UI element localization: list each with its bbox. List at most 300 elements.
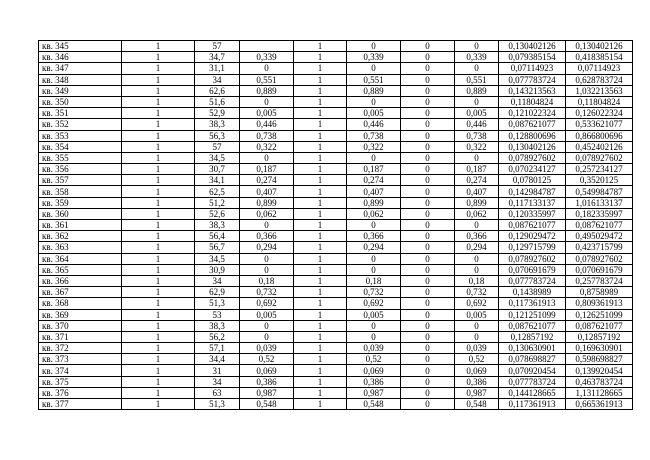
table-cell: 0,339	[240, 52, 294, 63]
apartment-label-cell: кв. 356	[39, 164, 122, 175]
table-cell: 0,452402126	[566, 141, 633, 152]
table-cell: 0	[401, 85, 455, 96]
table-cell: 0	[401, 63, 455, 74]
table-cell: 0	[401, 309, 455, 320]
table-cell: 0,129715799	[499, 242, 566, 253]
table-cell: 0,366	[347, 231, 401, 242]
table-cell: 1	[294, 63, 347, 74]
table-cell: 0,386	[455, 376, 499, 387]
table-cell: 1	[122, 41, 195, 52]
table-cell: 0,294	[240, 242, 294, 253]
table-cell: 0,52	[240, 354, 294, 365]
table-cell: 0,143213563	[499, 85, 566, 96]
apartment-label-cell: кв. 372	[39, 343, 122, 354]
table-cell: 0,446	[455, 119, 499, 130]
table-cell: 0,121251099	[499, 309, 566, 320]
table-cell: 1	[294, 354, 347, 365]
table-cell: 0	[401, 287, 455, 298]
table-cell: 0	[401, 130, 455, 141]
table-row	[39, 231, 633, 242]
table-cell: 0	[240, 220, 294, 231]
table-cell: 0	[240, 152, 294, 163]
table-row	[39, 208, 633, 219]
table-cell: 0,366	[240, 231, 294, 242]
table-cell: 0,366	[455, 231, 499, 242]
table-body	[39, 41, 633, 410]
table-cell: 0,495029472	[566, 231, 633, 242]
table-cell: 0,077783724	[499, 376, 566, 387]
table-cell: 0,274	[347, 175, 401, 186]
table-cell: 1	[294, 52, 347, 63]
table-cell: 0	[401, 365, 455, 376]
table-row	[39, 85, 633, 96]
table-cell: 0,11804824	[499, 96, 566, 107]
apartment-label-cell: кв. 347	[39, 63, 122, 74]
table-row	[39, 354, 633, 365]
table-row	[39, 175, 633, 186]
table-cell: 0	[401, 208, 455, 219]
table-cell: 0,257234127	[566, 164, 633, 175]
table-cell: 0,087621077	[499, 220, 566, 231]
table-cell: 1	[122, 231, 195, 242]
table-cell: 0,087621077	[499, 320, 566, 331]
apartment-label-cell: кв. 374	[39, 365, 122, 376]
apartment-label-cell: кв. 352	[39, 119, 122, 130]
table-cell: 0,187	[455, 164, 499, 175]
table-cell: 0	[401, 41, 455, 52]
apartment-label-cell: кв. 365	[39, 264, 122, 275]
table-cell: 0,005	[240, 309, 294, 320]
table-cell: 1	[122, 141, 195, 152]
table-row	[39, 164, 633, 175]
table-cell: 0	[455, 152, 499, 163]
table-cell: 0,987	[455, 387, 499, 398]
table-cell: 1	[294, 96, 347, 107]
table-cell: 0	[401, 331, 455, 342]
table-cell: 1	[294, 264, 347, 275]
table-cell: 34	[195, 376, 240, 387]
apartment-label-cell: кв. 361	[39, 220, 122, 231]
table-cell: 1	[122, 96, 195, 107]
apartment-label-cell: кв. 377	[39, 399, 122, 410]
table-cell: 0	[455, 331, 499, 342]
table-cell: 0,18	[240, 275, 294, 286]
table-cell: 0,322	[455, 141, 499, 152]
table-cell: 0	[401, 152, 455, 163]
table-cell: 0,062	[347, 208, 401, 219]
table-cell: 0	[401, 343, 455, 354]
table-cell: 1	[294, 197, 347, 208]
table-cell: 0	[240, 264, 294, 275]
table-cell: 1	[122, 220, 195, 231]
table-cell: 0	[401, 119, 455, 130]
table-cell: 0,274	[455, 175, 499, 186]
table-cell: 1	[122, 264, 195, 275]
table-cell: 1	[122, 298, 195, 309]
table-cell: 0,732	[240, 287, 294, 298]
table-cell: 0,039	[347, 343, 401, 354]
table-row	[39, 52, 633, 63]
table-cell: 0	[240, 96, 294, 107]
table-cell: 0,07114923	[566, 63, 633, 74]
table-cell: 1	[294, 119, 347, 130]
table-cell: 0,130402126	[566, 41, 633, 52]
table-cell: 0,386	[240, 376, 294, 387]
table-cell: 0,087621077	[499, 119, 566, 130]
table-cell: 0,889	[347, 85, 401, 96]
table-cell: 1	[294, 343, 347, 354]
table-cell: 0,548	[240, 399, 294, 410]
table-cell: 1	[294, 365, 347, 376]
table-cell: 0,692	[455, 298, 499, 309]
table-cell: 0,628783724	[566, 74, 633, 85]
table-cell: 1	[294, 41, 347, 52]
table-cell: 1	[294, 208, 347, 219]
table-row	[39, 96, 633, 107]
table-cell: 0,087621077	[566, 220, 633, 231]
table-cell: 57,1	[195, 343, 240, 354]
table-cell: 0	[401, 354, 455, 365]
table-cell: 0,8758989	[566, 287, 633, 298]
table-cell: 0,548	[455, 399, 499, 410]
table-cell: 1	[294, 253, 347, 264]
table-cell: 0,899	[240, 197, 294, 208]
table-cell: 57	[195, 141, 240, 152]
table-cell: 0	[401, 253, 455, 264]
table-row	[39, 63, 633, 74]
table-cell: 0,087621077	[566, 320, 633, 331]
table-cell: 1	[122, 354, 195, 365]
table-cell: 0,407	[240, 186, 294, 197]
table-cell: 0	[240, 331, 294, 342]
apartment-label-cell: кв. 345	[39, 41, 122, 52]
table-row	[39, 275, 633, 286]
apartment-label-cell: кв. 360	[39, 208, 122, 219]
table-cell: 0,120335997	[499, 208, 566, 219]
table-cell: 38,3	[195, 119, 240, 130]
table-cell: 0,987	[240, 387, 294, 398]
table-cell: 0	[401, 52, 455, 63]
table-cell: 31,1	[195, 63, 240, 74]
table-cell: 1	[294, 152, 347, 163]
table-cell: 0	[455, 253, 499, 264]
table-row	[39, 264, 633, 275]
table-cell: 1	[294, 108, 347, 119]
table-cell: 1	[122, 309, 195, 320]
table-cell: 0,407	[455, 186, 499, 197]
table-cell: 1	[122, 85, 195, 96]
apartment-label-cell: кв. 376	[39, 387, 122, 398]
table-cell: 0,889	[455, 85, 499, 96]
table-cell: 0,732	[347, 287, 401, 298]
table-row	[39, 387, 633, 398]
table-cell: 0,079385154	[499, 52, 566, 63]
table-cell: 0	[401, 164, 455, 175]
table-cell: 0,339	[455, 52, 499, 63]
table-row	[39, 399, 633, 410]
table-cell: 0	[401, 376, 455, 387]
table-cell: 0,549984787	[566, 186, 633, 197]
table-cell: 0	[401, 264, 455, 275]
table-cell: 0,078927602	[566, 253, 633, 264]
table-cell: 0,070691679	[566, 264, 633, 275]
table-cell: 0,11804824	[566, 96, 633, 107]
table-cell: 1	[122, 74, 195, 85]
table-row	[39, 41, 633, 52]
apartment-label-cell: кв. 359	[39, 197, 122, 208]
table-cell: 0,069	[240, 365, 294, 376]
table-cell: 1	[294, 331, 347, 342]
table-row	[39, 376, 633, 387]
apartment-label-cell: кв. 370	[39, 320, 122, 331]
table-cell: 0,987	[347, 387, 401, 398]
apartment-data-table	[38, 40, 633, 410]
table-row	[39, 119, 633, 130]
table-cell: 1,032213563	[566, 85, 633, 96]
table-row	[39, 220, 633, 231]
table-cell: 0,463783724	[566, 376, 633, 387]
table-cell: 0	[455, 41, 499, 52]
table-cell: 0,52	[347, 354, 401, 365]
table-cell: 0,130402126	[499, 41, 566, 52]
table-cell: 0,142984787	[499, 186, 566, 197]
table-cell: 0	[455, 96, 499, 107]
table-cell: 1	[122, 152, 195, 163]
table-cell: 56,4	[195, 231, 240, 242]
table-row	[39, 186, 633, 197]
table-cell: 1	[122, 387, 195, 398]
table-cell: 0,386	[347, 376, 401, 387]
table-cell: 56,3	[195, 130, 240, 141]
table-cell: 0,005	[455, 309, 499, 320]
table-cell: 34,5	[195, 253, 240, 264]
table-cell: 0,18	[347, 275, 401, 286]
table-cell: 1	[294, 231, 347, 242]
table-cell: 1	[122, 399, 195, 410]
table-cell: 0,18	[455, 275, 499, 286]
table-cell: 0	[240, 253, 294, 264]
table-cell: 51,2	[195, 197, 240, 208]
table-row	[39, 242, 633, 253]
table-cell: 0,070920454	[499, 365, 566, 376]
table-cell: 1	[294, 298, 347, 309]
table-cell: 0	[455, 264, 499, 275]
table-cell: 1	[294, 275, 347, 286]
table-cell: 0,52	[455, 354, 499, 365]
table-cell: 0	[455, 220, 499, 231]
table-cell: 0,598698827	[566, 354, 633, 365]
table-cell: 1	[294, 320, 347, 331]
table-cell: 1	[122, 331, 195, 342]
table-cell: 1	[294, 399, 347, 410]
table-cell: 0,077783724	[499, 275, 566, 286]
table-row	[39, 197, 633, 208]
table-cell: 0,005	[455, 108, 499, 119]
apartment-label-cell: кв. 373	[39, 354, 122, 365]
table-cell: 30,7	[195, 164, 240, 175]
table-cell: 0,533621077	[566, 119, 633, 130]
table-cell: 0,069	[455, 365, 499, 376]
table-cell: 0,117133137	[499, 197, 566, 208]
apartment-label-cell: кв. 368	[39, 298, 122, 309]
table-cell: 0,117361913	[499, 298, 566, 309]
table-row	[39, 130, 633, 141]
table-cell: 1	[122, 52, 195, 63]
table-cell: 0	[455, 63, 499, 74]
table-cell: 0	[401, 387, 455, 398]
table-cell: 56,2	[195, 331, 240, 342]
table-cell: 0,899	[455, 197, 499, 208]
table-cell: 0,423715799	[566, 242, 633, 253]
table-cell: 0	[347, 96, 401, 107]
apartment-label-cell: кв. 362	[39, 231, 122, 242]
table-cell: 30,9	[195, 264, 240, 275]
table-cell: 0	[347, 41, 401, 52]
table-cell: 0,039	[240, 343, 294, 354]
table-cell: 0	[347, 331, 401, 342]
table-cell: 0,294	[347, 242, 401, 253]
table-cell: 0	[401, 275, 455, 286]
table-row	[39, 74, 633, 85]
table-cell: 1	[294, 141, 347, 152]
table-cell: 0,005	[347, 108, 401, 119]
table-cell: 0	[347, 63, 401, 74]
table-cell: 0,889	[240, 85, 294, 96]
table-cell: 0	[401, 141, 455, 152]
table-row	[39, 365, 633, 376]
table-cell: 0,128800696	[499, 130, 566, 141]
apartment-label-cell: кв. 350	[39, 96, 122, 107]
table-row	[39, 331, 633, 342]
table-cell: 0,062	[240, 208, 294, 219]
table-cell: 0,077783724	[499, 74, 566, 85]
table-cell: 0,551	[347, 74, 401, 85]
table-cell: 0,187	[347, 164, 401, 175]
table-cell: 1	[122, 376, 195, 387]
table-cell: 1	[122, 343, 195, 354]
table-cell: 0,069	[347, 365, 401, 376]
table-cell: 0,078927602	[499, 253, 566, 264]
table-cell: 0,322	[347, 141, 401, 152]
table-row	[39, 320, 633, 331]
table-cell: 1	[122, 63, 195, 74]
table-cell: 0	[401, 175, 455, 186]
table-cell: 51,6	[195, 96, 240, 107]
table-cell: 0,062	[455, 208, 499, 219]
apartment-label-cell: кв. 371	[39, 331, 122, 342]
table-cell: 0,182335997	[566, 208, 633, 219]
table-cell: 0,130402126	[499, 141, 566, 152]
table-cell: 0	[455, 320, 499, 331]
table-cell: 0	[401, 399, 455, 410]
table-cell: 0,0780125	[499, 175, 566, 186]
table-cell: 0,070691679	[499, 264, 566, 275]
table-cell: 0,12857192	[566, 331, 633, 342]
table-cell: 0,117361913	[499, 399, 566, 410]
table-cell: 0	[240, 320, 294, 331]
table-row	[39, 287, 633, 298]
table-cell: 0	[401, 108, 455, 119]
apartment-label-cell: кв. 357	[39, 175, 122, 186]
table-cell: 0	[347, 264, 401, 275]
table-cell: 1	[294, 387, 347, 398]
table-cell: 0	[347, 152, 401, 163]
table-cell: 53	[195, 309, 240, 320]
table-cell: 0,665361913	[566, 399, 633, 410]
apartment-label-cell: кв. 363	[39, 242, 122, 253]
table-row	[39, 152, 633, 163]
table-cell: 34,4	[195, 354, 240, 365]
table-cell: 0,144128665	[499, 387, 566, 398]
table-cell: 56,7	[195, 242, 240, 253]
table-cell: 0,257783724	[566, 275, 633, 286]
table-cell: 1	[294, 175, 347, 186]
apartment-label-cell: кв. 355	[39, 152, 122, 163]
apartment-label-cell: кв. 364	[39, 253, 122, 264]
table-cell: 51,3	[195, 399, 240, 410]
table-cell: 0,407	[347, 186, 401, 197]
table-cell: 1	[294, 186, 347, 197]
table-cell: 0,139920454	[566, 365, 633, 376]
table-row	[39, 298, 633, 309]
table-cell: 0,169630901	[566, 343, 633, 354]
table-cell: 1	[122, 287, 195, 298]
table-cell: 1	[122, 365, 195, 376]
table-cell: 1	[294, 74, 347, 85]
apartment-label-cell: кв. 351	[39, 108, 122, 119]
apartment-label-cell: кв. 369	[39, 309, 122, 320]
apartment-label-cell: кв. 366	[39, 275, 122, 286]
table-cell: 0,738	[455, 130, 499, 141]
table-cell: 0,130630901	[499, 343, 566, 354]
table-cell	[240, 41, 294, 52]
table-cell: 1	[294, 130, 347, 141]
table-cell: 0	[401, 298, 455, 309]
table-cell: 0,692	[347, 298, 401, 309]
table-cell: 51,3	[195, 298, 240, 309]
apartment-label-cell: кв. 348	[39, 74, 122, 85]
table-cell: 0,12857192	[499, 331, 566, 342]
table-cell: 0,070234127	[499, 164, 566, 175]
table-cell: 0,738	[347, 130, 401, 141]
table-cell: 34	[195, 275, 240, 286]
table-cell: 1	[294, 220, 347, 231]
table-cell: 0,866800696	[566, 130, 633, 141]
table-cell: 57	[195, 41, 240, 52]
table-cell: 0,126022324	[566, 108, 633, 119]
table-cell: 0	[347, 220, 401, 231]
table-cell: 1	[122, 130, 195, 141]
table-cell: 0,3520125	[566, 175, 633, 186]
table-cell: 0	[401, 242, 455, 253]
table-cell: 34,5	[195, 152, 240, 163]
table-cell: 34,7	[195, 52, 240, 63]
table-cell: 0	[347, 320, 401, 331]
table-cell: 1	[122, 186, 195, 197]
table-cell: 52,9	[195, 108, 240, 119]
table-cell: 0	[401, 96, 455, 107]
table-cell: 0,551	[455, 74, 499, 85]
table-cell: 1	[122, 253, 195, 264]
table-cell: 1	[122, 164, 195, 175]
table-cell: 1	[294, 242, 347, 253]
table-cell: 1	[122, 119, 195, 130]
table-cell: 1	[122, 275, 195, 286]
table-cell: 0,446	[347, 119, 401, 130]
table-cell: 1	[294, 164, 347, 175]
table-cell: 0,322	[240, 141, 294, 152]
table-cell: 0	[401, 74, 455, 85]
